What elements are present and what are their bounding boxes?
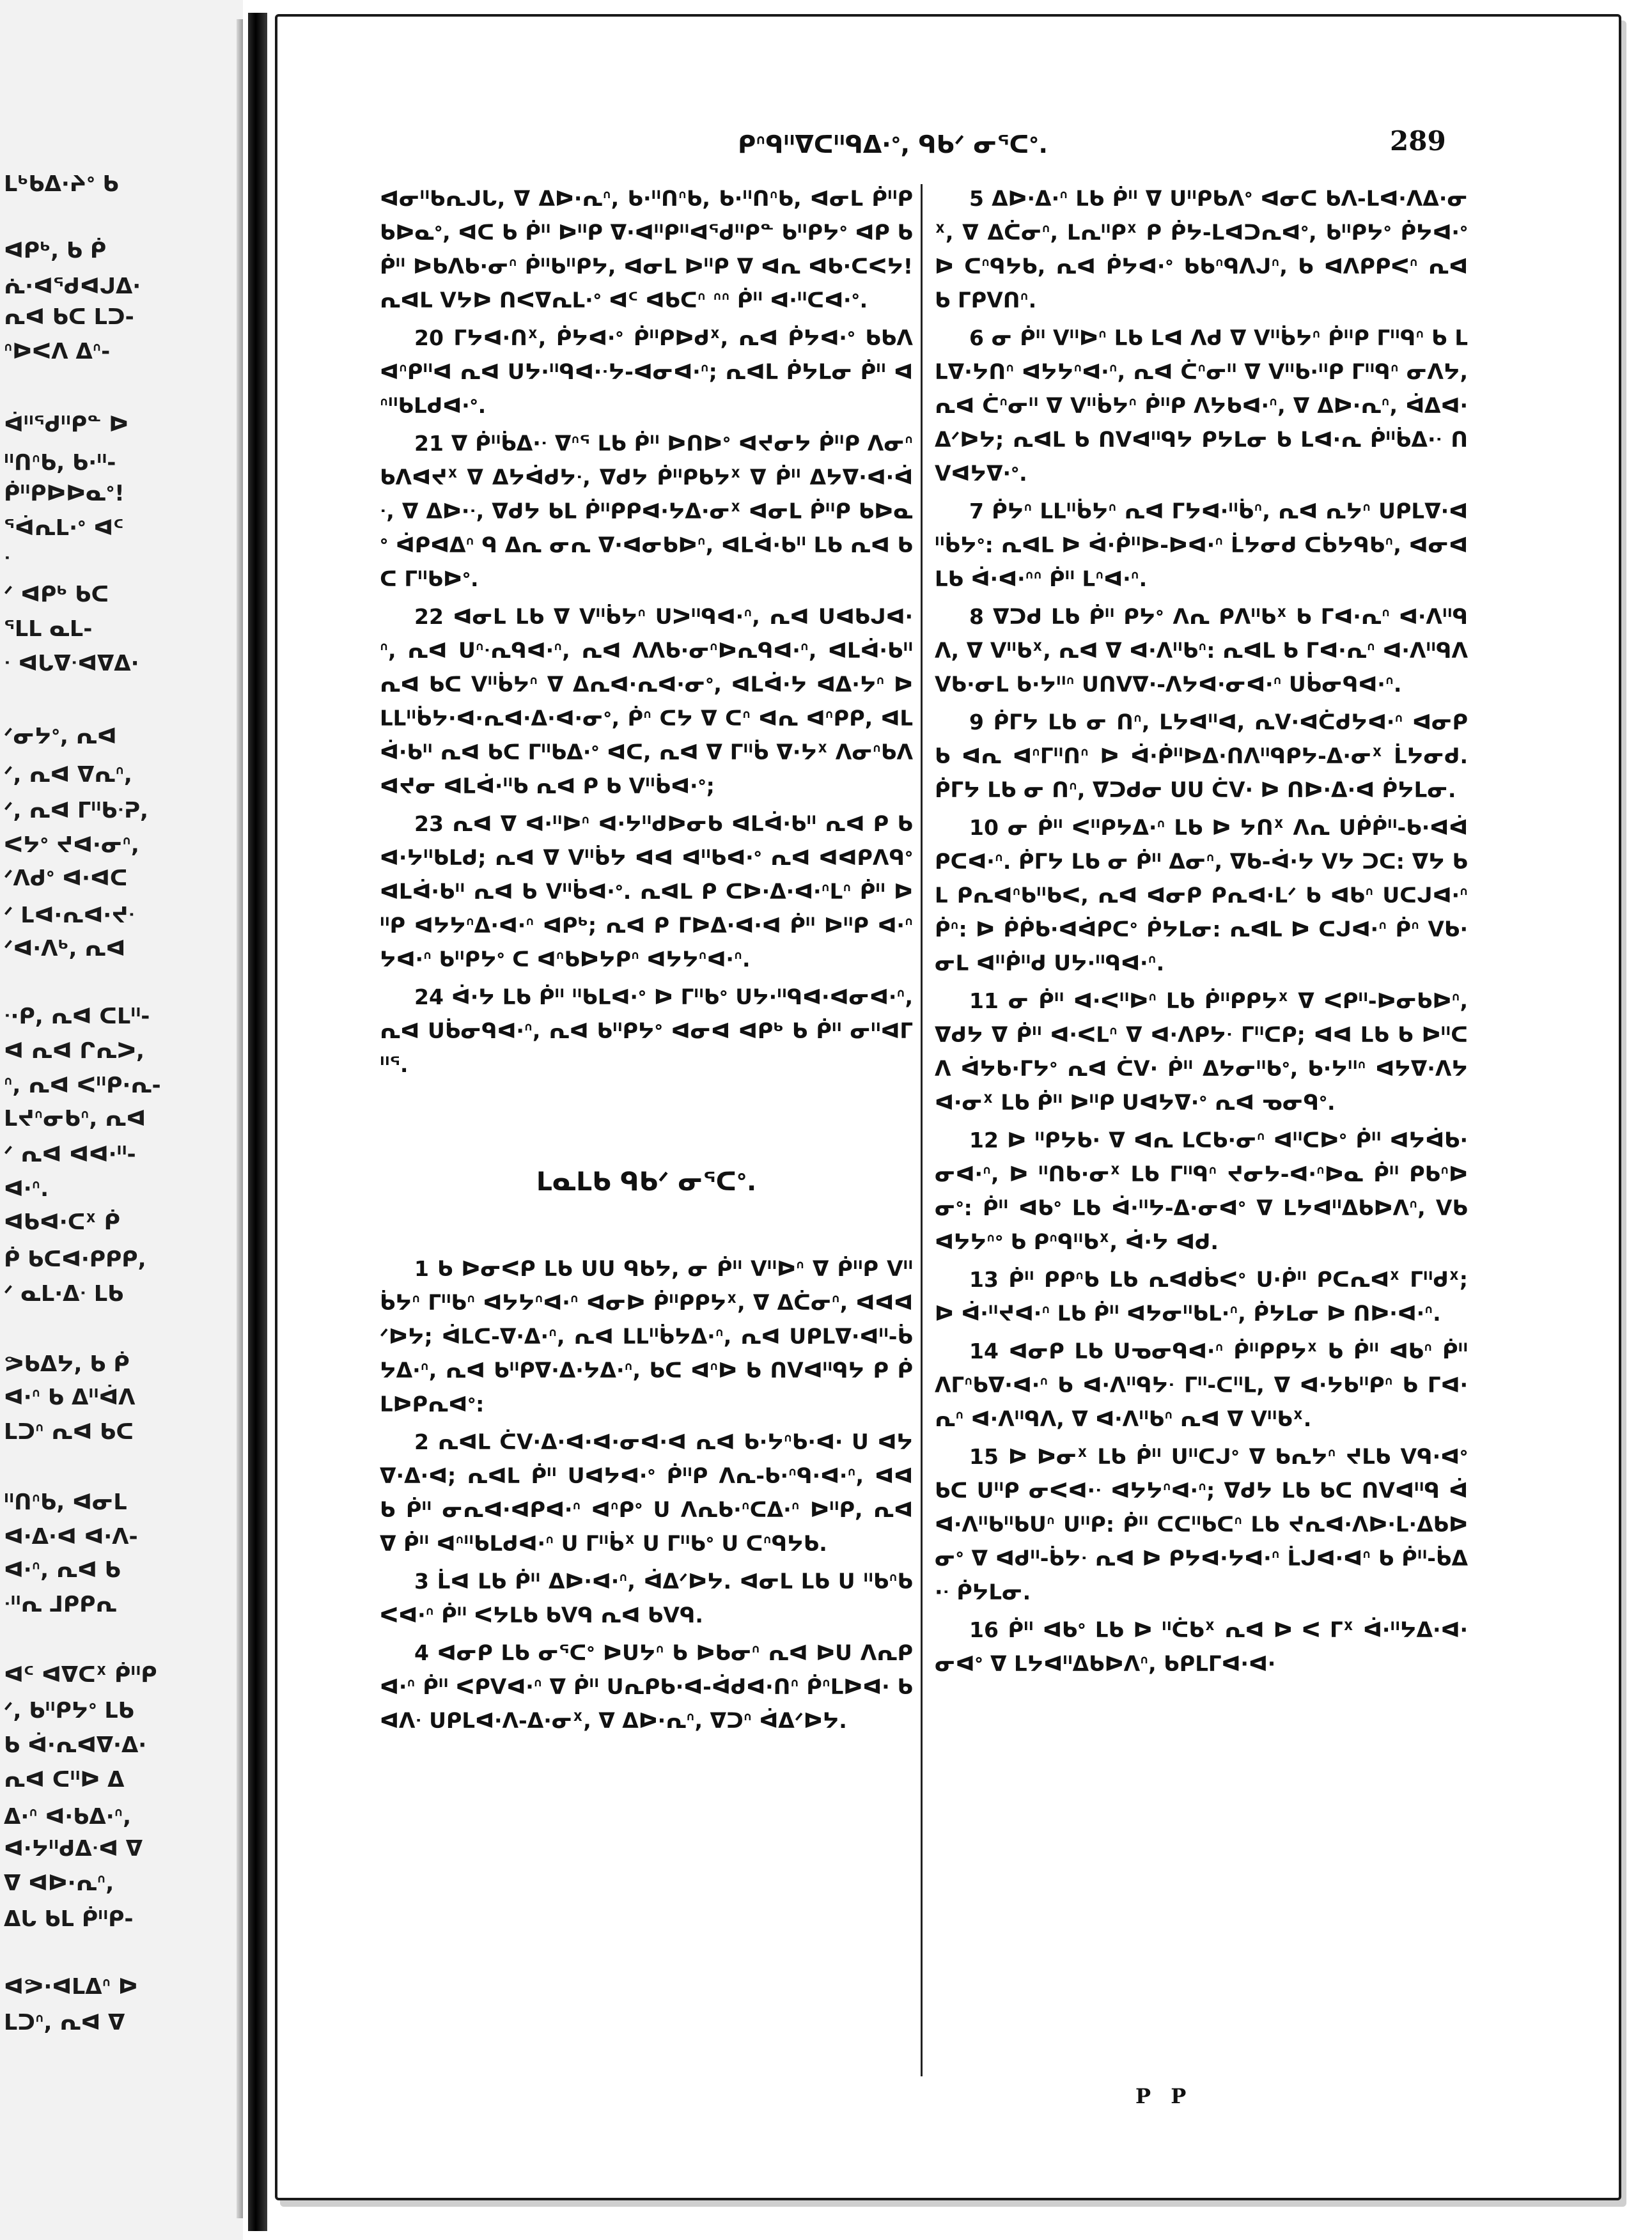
verse-number: 7 xyxy=(969,499,984,524)
verse-lead-word: ᐁᑐᑯ xyxy=(993,604,1042,629)
verse-number: 2 xyxy=(414,1429,429,1454)
previous-page-line: ᐊ·ᐢ. xyxy=(4,1176,49,1202)
signature-mark: P P xyxy=(1135,2084,1193,2108)
previous-page-line: ᐦᑎᐢᑲ, ᑲ·ᐦ- xyxy=(4,450,116,476)
previous-page-line: ᐁ ᐊᐅ·ᕆᐢ, xyxy=(4,1871,114,1896)
page-fold-shadow xyxy=(237,19,243,2218)
verse-paragraph xyxy=(380,426,913,596)
verse-text: ᐅᓂᐸᑭ ᒪᑲ ᑌᑌ ᑫᑲᔭ, ᓂ ᑮᐦ ᐯᐦᐅᐢ ᐁ ᑮᐦᑭ ᐯᐦᑳᔭᐢ ᒥᐦᑲᐢ ᐊᔭᔭᐢᐊ·ᐢ ᐊᓂᐅ ᑮᐦᑭᑭᔭᕽ, ᐁ ᐃᑖᓂᐢ, ᐊᐊᐊᐟᐅᔭ; ᐋᒪᑕ-ᐁ·ᐃ·ᐢ, ᕆᐊ ᒪᒪᐦᑳᔭᐃ·ᐢ, ᕆᐊ ᑌᑭᒪᐁ·ᐊᐦ-ᑳᔭᐃ·ᐢ, ᕆᐊ ᑲᐦᑭᐁ·ᐃ·ᔭᐃ·ᐢ, ᑲᑕ ᐊᐢᐅ ᑲ ᑎᐯᐊᐦᑫᔭ ᑭ ᑮᒪᐅᑭᕆᐊᐤ: xyxy=(380,1256,913,1417)
verse-number: 3 xyxy=(414,1569,429,1594)
verse-lead-word: ᑮᐦ xyxy=(1008,1267,1034,1292)
verse-lead-word: ᐅ xyxy=(1007,1128,1027,1153)
previous-page-line: ᕐᐋᕆᒪ·ᐤ ᐊᑦ xyxy=(4,515,124,541)
verse-number: 14 xyxy=(969,1339,999,1364)
previous-page-line: ᐃᒐ ᑲᒪ ᑮᐦᑭ- xyxy=(4,1906,134,1932)
previous-page-line: ᒪᒃᑲᐃ·ᔨᐤ ᑲ xyxy=(4,171,119,197)
verse-number: 10 xyxy=(969,815,999,840)
verse-text: ᐁ ᐊ·ᐦᐅᐢ ᐊ·ᔭᐦᑯᐅᓂᑲ ᐊᒪᐋ·ᑲᐦ ᕆᐊ ᑭ ᑲ ᐊ·ᔭᐦᑲᒪᑯ; ᕆᐊ ᐁ ᐯᐦᑳᔭ ᐊᐊ ᐊᐦᑲᐊ·ᐤ ᕆᐊ ᐊᐊᑭᐱᑫᐤ ᐊᒪᐋ·ᑲᐦ ᕆᐊ ᑲ ᐯᐦᑳᐊ·ᐤ. ᕆᐊᒪ ᑭ ᑕᐅ·ᐃ·ᐊ·ᐢᒪᐢ ᑮᐦ ᐅᐦᑭ ᐊᔭᔭᐢᐃ·ᐊ·ᐢ ᐊᑭᒃ; ᕆᐊ ᑭ ᒥᐅᐃ·ᐊ·ᐊ ᑮᐦ ᐅᐦᑭ ᐊ·ᐢᔭᐊ·ᐢ ᑲᐦᑭᔭᐤ ᑕ ᐊᐢᑲᐅᔭᑭᐢ ᐊᔭᔭᐢᐊ·ᐢ. xyxy=(380,811,913,972)
previous-page-line: ᑲ ᐋ·ᕆᐊᐁ·ᐃ· xyxy=(4,1732,147,1758)
verse-text: ᑭᑭᐢᑲ ᒪᑲ ᕆᐊᑯᑳᐸᐤ ᑌ·ᑮᐦ ᑭᑕᕆᐊᕽ ᒥᐦᑯᕽ; ᐅ ᐋ·ᐦᔪᐊ·ᐢ ᒪᑲ ᑮᐦ ᐊᔭᓂᐦᑲᒪ·ᐢ, ᑮᔭᒪᓂ ᐅ ᑎᐅ·ᐊ·ᐢ. xyxy=(935,1267,1468,1326)
verse-paragraph xyxy=(380,1564,913,1632)
page-number: 289 xyxy=(1390,125,1446,157)
previous-page-line: ᐊ·ᐢ, ᕆᐊ ᑲ xyxy=(4,1557,121,1583)
previous-page-line: ᐃ·ᐢ ᐊ·ᑲᐃ·ᐢ, xyxy=(4,1804,131,1830)
verse-number: 15 xyxy=(969,1444,999,1469)
verse-lead-word: ᕆᐊ xyxy=(452,811,492,836)
previous-page-line: ᕐᒪᒪ ᓇᒪ- xyxy=(4,616,93,642)
verse-paragraph xyxy=(380,807,913,976)
verse-number: 16 xyxy=(969,1617,999,1642)
verse-paragraph xyxy=(935,1613,1468,1681)
previous-page-fragment xyxy=(0,0,243,2240)
verse-lead-word: ᓂ xyxy=(1008,988,1029,1013)
verse-number: 24 xyxy=(414,984,444,1009)
previous-page-line: ᐊ·ᐢ ᑲ ᐃᐦᐋᐱ xyxy=(4,1385,136,1410)
verse-number: 23 xyxy=(414,811,444,836)
previous-page-line: ᐧ xyxy=(4,546,11,572)
verse-text: ᑮᐦ ᐯᐦᐅᐢ ᒪᑲ ᒪᐊ ᐱᑯ ᐁ ᐯᐦᑳᔭᐢ ᑮᐦᑭ ᒥᐦᑫᐢ ᑲ ᒪᒪᐁ·ᔭᑎᐢ ᐊᔭᔭᐢᐊ·ᐢ, ᕆᐊ ᑖᐢᓂᐦ ᐁ ᐯᐦᑲ·ᐦᑭ ᒥᐦᑫᐢ ᓂᐱᔭ, ᕆᐊ ᑖᐢᓂᐦ ᐁ ᐯᐦᑳᔭᐢ ᑮᐦᑭ ᐱᔭᑲᐊ·ᐢ, ᐁ ᐃᐅ·ᕆᐢ, ᐋᐃᐊ·ᐃᐟᐅᔭ; ᕆᐊᒪ ᑲ ᑎᐯᐊᐦᑫᔭ ᑭᔭᒪᓂ ᑲ ᒪᐊ·ᕆ ᑮᐦᑳᐃ·ᐧ ᑎᐯᐊᔭᐁ·ᐤ. xyxy=(935,325,1468,486)
verse-lead-word: ᒫᐊ xyxy=(437,1569,470,1594)
column-divider-rule xyxy=(921,184,923,2076)
verse-number: 5 xyxy=(969,186,984,211)
previous-page-line: ᐧ ᐊᒐᐁᐧᐊᐁᐃ· xyxy=(4,651,139,676)
verse-paragraph xyxy=(380,600,913,803)
verse-number: 9 xyxy=(969,710,984,735)
verse-paragraph xyxy=(380,980,913,1082)
previous-page-line: ᐟ ᕆᐊ ᐊᐊ·ᐦ- xyxy=(4,1142,136,1167)
verse-text: ᑮᐦ ᐸᐦᑭᔭᐃ·ᐢ ᒪᑲ ᐅ ᔭᑎᕽ ᐱᕆ ᑌᑮᑮᐦ-ᑲ·ᐊᐋᑭᑕᐊ·ᐢ. ᑮᒥᔭ ᒪᑲ ᓂ ᑮᐦ ᐃᓂᐢ, ᐁᑲ-ᐋ·ᔭ ᐯᔭ ᑐᑕ: ᐁᔭ ᑲᒪ ᑭᕆᐊᐢᑲᐦᑲᐸ, ᕆᐊ ᐊᓂᑭ ᑭᕆᐊ·ᒪᐟ ᑲ ᐊᑲᐢ ᑌᑕᒍᐊ·ᐢ ᑮᐢ: ᐅ ᑮᑮᑲ·ᐊᐋᑭᑕᐤ ᑮᔭᒪᓂ: ᕆᐊᒪ ᐅ ᑕᒍᐊ·ᐢ ᑮᐢ ᐯᑲ·ᓂᒪ ᐊᐦᑮᐦᑯ ᑌᔭ·ᐦᑫᐊ·ᐢ. xyxy=(935,815,1468,976)
previous-page-line: ᕆᐊ ᑲᑕ ᒪᑐ- xyxy=(4,304,134,330)
verse-number: 11 xyxy=(969,988,999,1013)
previous-page-line: ᐋᐦᕐᑯᐦᑭᓐ ᐅ xyxy=(4,412,129,437)
verse-text: ᐅᓂᕽ ᒪᑲ ᑮᐦ ᑌᐦᑕᒍᐤ ᐁ ᑲᕆᔭᐢ ᔪᒪᑲ ᐯᑫ·ᐊᐤ ᑲᑕ ᑌᐦᑭ ᓂᐸᐊ·ᐧ ᐊᔭᔭᐢᐊ·ᐢ; ᐁᑯᔭ ᒪᑲ ᑲᑕ ᑎᐯᐊᐦᑫ ᐋᐊ·ᐱᐦᑲᐦᑲᑌᐢ ᑌᐦᑭ: ᑮᐦ ᑕᑕᐦᑲᑕᐢ ᒪᑲ ᔪᕆᐊ·ᐱᐅ·ᒪ·ᐃᑲᐅᓂᐤ ᐁ ᐊᑯᐦ-ᑳᔭᐧ ᕆᐊ ᐅ ᑭᔭᐊ·ᔭᐊ·ᐢ ᒫᒍᐊ·ᐊᐢ ᑲ ᑮᐦ-ᑳᐃ·ᐧ ᑮᔭᒪᓂ. xyxy=(935,1444,1468,1605)
verse-lead-word: ᑲ xyxy=(437,1256,453,1281)
verse-lead-word: ᐊᓂᒪ xyxy=(453,604,506,629)
previous-page-line: ᐟ ᐊᑭᒃ ᑲᑕ xyxy=(4,582,109,607)
verse-number: 20 xyxy=(414,325,444,350)
verse-text: ᒪᑲ ᓂ ᑎᐢ, ᒪᔭᐊᐦᐊ, ᕆᐯ·ᐊᑖᑯᔭᐊ·ᐢ ᐊᓂᑭ ᑲ ᐊᕆ ᐊᐢᒥᐦᑎᐢ ᐅ ᐋ·ᑮᐦᐅᐃ·ᑎᐱᐦᑫᑭᔭ-ᐃ·ᓂᕽ ᒫᔭᓂᑯ. ᑮᒥᔭ ᒪᑲ ᓂ ᑎᐢ, ᐁᑐᑯᓂ ᑌᑌ ᑖᐯ· ᐅ ᑎᐅ·ᐃ·ᐊ ᑮᔭᒪᓂ. xyxy=(935,710,1468,802)
verse-paragraph xyxy=(935,600,1468,701)
previous-page-line: ᐧ·ᑭ, ᕆᐊ ᑕᒪᐦ- xyxy=(4,1004,150,1029)
verse-text: ᒪᑲ ᓂᕐᑕᐤ ᐅᑌᔭᐢ ᑲ ᐅᑲᓂᐢ ᕆᐊ ᐅᑌ ᐱᕆᑭᐊ·ᐢ ᑮᐦ ᐸᑭᐯᐊ·ᐢ ᐁ ᑮᐦ ᑌᕆᑭᑲ·ᐊ-ᐋᑯᐊ·ᑎᐢ ᑮᐢᒪᐅᐊ· ᑲ ᐊᐱᐧ ᑌᑭᒪᐊ·ᐱ-ᐃ·ᓂᕽ, ᐁ ᐃᐅ·ᕆᐢ, ᐁᑐᐢ ᐋᐃᐟᐅᔭ. xyxy=(380,1640,913,1733)
verse-lead-word: ᐊᓂᑭ xyxy=(1008,1339,1064,1364)
verse-number: 22 xyxy=(414,604,444,629)
verse-paragraph xyxy=(935,494,1468,596)
verse-paragraph xyxy=(380,1636,913,1738)
verse-paragraph xyxy=(935,984,1468,1119)
previous-page-line: ᐊ·ᐃ·ᐊ ᐊ·ᐱ- xyxy=(4,1524,138,1550)
verse-number: 21 xyxy=(414,431,444,456)
verse-paragraph xyxy=(935,182,1468,317)
verse-lead-word: ᓂ xyxy=(1007,815,1029,840)
verse-lead-word: ᑮᒥᔭ xyxy=(993,710,1039,735)
previous-page-line: ᐢ, ᕆᐊ ᐸᐦᑭ·ᕆ- xyxy=(4,1073,161,1098)
previous-page-line: ᒪᑐᐢ ᕆᐊ ᑲᑕ xyxy=(4,1419,134,1445)
verse-lead-word: ᐃᐅ·ᐃ·ᐢ xyxy=(992,186,1068,211)
book-spine xyxy=(248,13,267,2231)
previous-page-line: ᒪᑐᐢ, ᕆᐊ ᐁ xyxy=(4,2010,125,2035)
verse-paragraph xyxy=(935,1334,1468,1436)
previous-page-line: ᐟᐱᑯᐤ ᐊ·ᐊᑕ xyxy=(4,866,128,891)
verse-text: ᑮᐦᑳᐃ·ᐧ ᐁᐢᕐ ᒪᑲ ᑮᐦ ᐅᑎᐅᐤ ᐊᔪᓂᔭ ᑮᐦᑭ ᐱᓂᐢᑲᐱᐊᔪᕽ ᐁ ᐃᔭᐋᑯᔭᐧ, ᐁᑯᔭ ᑮᐦᑭᑲᔭᕽ ᐁ ᑮᐦ ᐃᔭᐁ·ᐊ·ᐋᐧ, ᐁ ᐃᐅ·ᐧ, ᐁᑯᔭ ᑲᒪ ᑮᐦᑭᑭᐊ·ᔭᐃ·ᓂᕽ ᐊᓂᒪ ᑮᐦᑭ ᑲᐅᓇᐤ ᐋᑭᐊᐃᐢ ᑫ ᐃᕆ ᓂᕆ ᐁ·ᐊᓂᑲᐅᐢ, ᐊᒪᐋ·ᑲᐦ ᒪᑲ ᕆᐊ ᑲᑕ ᒥᐦᑲᐅᐤ. xyxy=(380,431,913,591)
verse-text: ᒪᑲ ᑮᐦ ᐃᐅ·ᐊ·ᐢ, ᐋᐃᐟᐅᔭ. ᐊᓂᒪ ᒪᑲ ᑌ ᐦᑲᐢᑲᐸᐊ·ᐢ ᑮᐦ ᐸᔭᒪᑲ ᑲᐯᑫ ᕆᐊ ᑲᐯᑫ. xyxy=(380,1569,913,1628)
verse-paragraph xyxy=(935,811,1468,980)
verse-paragraph xyxy=(935,321,1468,490)
verse-text: ᑮᔭᐊ·ᐤ ᑮᐦᑭᐅᑯᕽ, ᕆᐊ ᑮᔭᐊ·ᐤ ᑲᑲᐱ ᐊᐢᑭᐦᐊ ᕆᐊ ᑌᔭ·ᐦᑫᐊ·ᐧᔭ-ᐊᓂᐊ·ᐢ; ᕆᐊᒪ ᑮᔭᒪᓂ ᑮᐦ ᐊᐢᐦᑲᒪᑯᐊ·ᐤ. xyxy=(380,325,913,418)
verse-lead-word: ᒥᔭᐊ·ᑎᕽ, xyxy=(453,325,547,350)
verse-lead-word: ᐋ·ᔭ xyxy=(451,984,495,1009)
verse-lead-word: ᑮᔭᐢ xyxy=(992,499,1032,524)
continued-paragraph: ᐊᓂᐦᑲᕆᒍᒐ, ᐁ ᐃᐅ·ᕆᐢ, ᑲ·ᐦᑎᐢᑲ, ᑲ·ᐦᑎᐢᑲ, ᐊᓂᒪ ᑮᐦᑭ ᑲᐅᓇᐤ, ᐊᑕ ᑲ ᑮᐦ ᐅᐦᑭ ᐁ·ᐊᐦᑭᐦᐊᕐᑯᐦᑭᓐ ᑲᐦᑭᔭᐤ ᐊᑭ ᑲ ᑮᐦ ᐅᑲᐱᑲ·ᓂᐢ ᑮᐦᑲᐦᑭᔭ, ᐊᓂᒪ ᐅᐦᑭ ᐁ ᐊᕆ ᐊᑲ·ᑕᐸᔭ! ᕆᐊᒪ ᐯᔭᐅ ᑎᐸᐁᕆᒪ·ᐤ ᐊᑦ ᐊᑲᑕᐢ ᐢᐢ ᑮᐦ ᐊ·ᐦᑕᐊ·ᐤ. xyxy=(380,186,913,313)
previous-page-line: ᐟ, ᑲᐦᑭᔭᐤ ᒪᑲ xyxy=(4,1698,134,1723)
verse-paragraph xyxy=(380,1425,913,1560)
verse-paragraph xyxy=(935,1440,1468,1609)
verse-text: ᐊᑲᐤ ᒪᑲ ᐅ ᐦᑖᑲᕽ ᕆᐊ ᐅ ᐸ ᒥᕽ ᐋ·ᐦᔭᐃ·ᐊ·ᓂᐊᐤ ᐁ ᒪᔭᐊᐦᐃᑲᐅᐱᐢ, ᑲᑭᒪᒥᐊ·ᐊ· xyxy=(935,1617,1468,1676)
previous-page-line: ᑮᐦᑭᐅᐅᓇᐤ! xyxy=(4,481,125,506)
previous-page-line: ᕆᐊ ᑕᐦᐅ ᐃ xyxy=(4,1767,125,1793)
verse-lead-word: ᓂ xyxy=(991,325,1013,350)
verse-text: ᒪᑲ ᑮᐦ ᐦᑲᒪᐊ·ᐤ ᐅ ᒥᐦᑲᐤ ᑌᔭ·ᐦᑫᐊ·ᐊᓂᐊ·ᐢ, ᕆᐊ ᑌᑳᓂᑫᐊ·ᐢ, ᕆᐊ ᑲᐦᑭᔭᐤ ᐊᓂᐊ ᐊᑭᒃ ᑲ ᑮᐦ ᓂᐦᐊᒥᐦᕐ. xyxy=(380,984,913,1077)
previous-page-line: ᐊᑭᒃ, ᑲ ᑮ xyxy=(4,238,107,263)
previous-page-line: ᐧᐦᕆ ᒧᑭᑭᕆ xyxy=(4,1592,117,1617)
verse-text: ᑮᐦ ᐊ·ᐸᐦᐅᐢ ᒪᑲ ᑮᐦᑭᑭᔭᕽ ᐁ ᐸᑭᐦ-ᐅᓂᑲᐅᐢ, ᐁᑯᔭ ᐁ ᑮᐦ ᐊ·ᐸᒪᐢ ᐁ ᐊ·ᐱᑭᔭᐧ ᒥᐦᑕᑭ; ᐊᐊ ᒪᑲ ᑲ ᐅᐦᑕᐱ ᐋᔭᑲ·ᒥᔭᐤ ᕆᐊ ᑖᐯ· ᑮᐦ ᐃᔭᓂᐦᑲᐤ, ᑲ·ᔭᐦᐢ ᐊᔭᐁ·ᐱᔭᐊ·ᓂᕽ ᒪᑲ ᑮᐦ ᐅᐦᑭ ᑌᐊᔭᐁ·ᐤ ᕆᐊ ᓀᓂᑫᐤ. xyxy=(935,988,1468,1115)
previous-page-line: ᐊ·ᔭᐦᑯᐃᐧᐊ ᐁ xyxy=(4,1836,143,1862)
previous-page-line: ᐊᕗ·ᐊᒪᐃᐢ ᐅ xyxy=(4,1974,138,2000)
verse-lead-word: ᐁ xyxy=(451,431,468,456)
verse-text: ᐦᑭᔭᑲ· ᐁ ᐊᕆ ᒪᑕᑲ·ᓂᐢ ᐊᐦᑕᐅᐤ ᑮᐦ ᐊᔭᐋᑲ·ᓂᐊ·ᐢ, ᐅ ᐦᑎᑲ·ᓂᕽ ᒪᑲ ᒥᐦᑫᐢ ᔪᓂᔭ-ᐊ·ᐢᐅᓇ ᑮᐦ ᑭᑲᐢᐅᓂᐤ: ᑮᐦ ᐊᑲᐤ ᒪᑲ ᐋ·ᐦᔭ-ᐃ·ᓂᐊᐤ ᐁ ᒪᔭᐊᐦᐃᑲᐅᐱᐢ, ᐯᑲ ᐊᔭᔭᐢᐤ ᑲ ᑭᐢᑫᐦᑲᕽ, ᐋ·ᔭ ᐊᑯ. xyxy=(935,1128,1468,1254)
verse-paragraph xyxy=(935,1123,1468,1259)
previous-page-line: ᐸᔭᐤ ᔪᐊ·ᓂᐢ, xyxy=(4,832,139,858)
verse-paragraph xyxy=(380,1252,913,1421)
right-text-column xyxy=(935,182,1468,2074)
previous-page-line: ᑮ ᑲᑕᐊ·ᑭᑭᑭ, xyxy=(4,1247,146,1272)
previous-page-line: ᐦᑎᐢᑲ, ᐊᓂᒪ xyxy=(4,1489,127,1515)
verse-lead-word: ᐊᓂᑭ xyxy=(437,1640,493,1665)
previous-page-line: ᕇ·ᐊᕐᑯᐊᒍᐃ· xyxy=(4,274,141,299)
verse-lead-word: ᑮᐦ xyxy=(1008,1617,1034,1642)
verse-paragraph xyxy=(935,705,1468,807)
left-text-column xyxy=(380,182,913,2074)
section-heading: ᒪᓇᒪᑲ ᑫᑲᐟ ᓂᕐᑕᐤ. xyxy=(536,1167,757,1197)
running-header: ᑭᐢᑫᐦᐁᑕᐦᑫᐃ·ᐤ, ᑫᑲᐟ ᓂᕐᑕᐤ. xyxy=(738,130,1048,159)
previous-page-line: ᐟ, ᕆᐊ ᒥᐦᑲᐧᕈ, xyxy=(4,798,148,823)
previous-page-line: ᕗᑲᐃᔭ, ᑲ ᑮ xyxy=(4,1351,130,1377)
verse-lead-word: ᐅ xyxy=(1008,1444,1027,1469)
verse-text: ᑖᐯ·ᐃ·ᐊ·ᐊ·ᓂᐊ·ᐊ ᕆᐊ ᑲ·ᔭᐢᑲ·ᐊ· ᑌ ᐊᔭᐁ·ᐃ·ᐊ; ᕆᐊᒪ ᑮᐦ ᑌᐊᔭᐊ·ᐤ ᑮᐦᑭ ᐱᕆ-ᑲ·ᐢᑫ·ᐊ·ᐢ, ᐊᐊ ᑲ ᑮᐦ ᓂᕆᐊ·ᐊᑭᐊ·ᐢ ᐊᐢᑭᐤ ᑌ ᐱᕆᑲ·ᐢᑕᐃ·ᐢ ᐅᐦᑭ, ᕆᐊ ᐁ ᑮᐦ ᐊᐢᐦᑲᒪᑯᐊ·ᐢ ᑌ ᒥᐦᑳᕽ ᑌ ᒥᐦᑲᐤ ᑌ ᑕᐢᑫᔭᑲ. xyxy=(380,1429,913,1556)
verse-text: ᒪᑲ ᑮᐦ ᑭᔭᐤ ᐱᕆ ᑭᐱᐦᑲᕽ ᑲ ᒥᐊ·ᕆᐢ ᐊ·ᐱᐦᑫᐱ, ᐁ ᐯᐦᑲᕽ, ᕆᐊ ᐁ ᐊ·ᐱᐦᑲᐢ: ᕆᐊᒪ ᑲ ᒥᐊ·ᕆᐢ ᐊ·ᐱᐦᑫᐱ ᐯᑲ·ᓂᒪ ᑲ·ᔭᐦᐢ ᑌᑎᐯᐁ·-ᐱᔭᐊ·ᓂᐊ·ᐢ ᑌᑳᓂᑫᐊ·ᐢ. xyxy=(935,604,1468,697)
previous-page-line: ᐊᑦ ᐊᐁᑕᕽ ᑮᐦᑭ xyxy=(4,1662,157,1688)
verse-number: 4 xyxy=(414,1640,429,1665)
verse-number: 8 xyxy=(969,604,984,629)
verse-paragraph xyxy=(935,1263,1468,1330)
previous-page-line: ᐢᐅᐸᐱ ᐃᐢ- xyxy=(4,339,111,364)
verse-number: 6 xyxy=(969,325,984,350)
previous-page-line: ᐊᑲᐊ·ᑕᕽ ᑮ xyxy=(4,1209,120,1235)
previous-page-line: ᐟ ᒪᐊ·ᕆᐊ·ᔪᐧ xyxy=(4,903,136,928)
verse-number: 1 xyxy=(414,1256,429,1281)
previous-page-line: ᐟ, ᕆᐊ ᐁᕆᐢ, xyxy=(4,762,132,788)
previous-page-line: ᐟᐊ·ᐱᒃ, ᕆᐊ xyxy=(4,936,126,961)
verse-text: ᒪᒪᐦᑳᔭᐢ ᕆᐊ ᒥᔭᐊ·ᐦᑳᐢ, ᕆᐊ ᕆᔭᐢ ᑌᑭᒪᐁ·ᐊᐦᑳᔭᐤ: ᕆᐊᒪ ᐅ ᐋ·ᑮᐦᐅ-ᐅᐊ·ᐢ ᒫᔭᓂᑯ ᑕᑳᔭᑫᑲᐢ, ᐊᓂᐊ ᒪᑲ ᐋ·ᐊ·ᐢᐢ ᑮᐦ ᒪᐢᐊ·ᐢ. xyxy=(935,499,1468,591)
previous-page-line: ᐊ ᕆᐊ ᒋᕆᐳ, xyxy=(4,1038,144,1064)
previous-page-line: ᒪᔪᐢᓂᑲᐢ, ᕆᐊ xyxy=(4,1106,146,1132)
verse-text: ᒪᑲ ᑮᐦ ᐁ ᑌᐦᑭᑲᐱᐤ ᐊᓂᑕ ᑲᐱ-ᒪᐊ·ᐱᐃ·ᓂᕽ, ᐁ ᐃᑖᓂᐢ, ᒪᕆᐦᑭᕽ ᑭ ᑮᔭ-ᒪᐊᑐᕆᐊᐤ, ᑲᐦᑭᔭᐤ ᑮᔭᐊ·ᐤ ᐅ ᑕᐢᑫᔭᑲ, ᕆᐊ ᑮᔭᐊ·ᐤ ᑲᑲᐢᑫᐱᒍᐢ, ᑲ ᐊᐱᑭᑭᐸᐢ ᕆᐊ ᑲ ᒥᑭᐯᑎᐢ. xyxy=(935,186,1468,313)
book-page xyxy=(275,14,1621,2200)
verse-text: ᒪᑲ ᑌᓀᓂᑫᐊ·ᐢ ᑮᐦᑭᑭᔭᕽ ᑲ ᑮᐦ ᐊᑲᐢ ᑮᐦ ᐱᒥᐢᑲᐁ·ᐊ·ᐢ ᑲ ᐊ·ᐱᐦᑫᔭᐧ ᒥᐦ-ᑕᐦᒪ, ᐁ ᐊ·ᔭᑲᐦᑭᐢ ᑲ ᒥᐊ·ᕆᐢ ᐊ·ᐱᐦᑫᐱ, ᐁ ᐊ·ᐱᐦᑲᐢ ᕆᐊ ᐁ ᐯᐦᑲᕽ. xyxy=(935,1339,1468,1431)
previous-page-line: ᐟᓂᔭᐤ, ᕆᐊ xyxy=(4,724,117,749)
previous-page-line: ᐟ ᓇᒪ·ᐃᐧ ᒪᑲ xyxy=(4,1281,124,1307)
verse-text: ᒪᑲ ᐁ ᐯᐦᑳᔭᐢ ᑌᐳᐦᑫᐊ·ᐢ, ᕆᐊ ᑌᐊᑲᒍᐊ·ᐢ, ᕆᐊ ᑌᐢᐧᕆᑫᐊ·ᐢ, ᕆᐊ ᐱᐱᑲ·ᓂᐢᐅᕆᑫᐊ·ᐢ, ᐊᒪᐋ·ᑲᐦ ᕆᐊ ᑲᑕ ᐯᐦᑳᔭᐢ ᐁ ᐃᕆᐊ·ᕆᐊ·ᓂᐤ, ᐊᒪᐋ·ᔭ ᐊᐃ·ᔭᐢ ᐅ ᒪᒪᐦᑳᔭ·ᐊ·ᕆᐊ·ᐃ·ᐊ·ᓂᐤ, ᑮᐢ ᑕᔭ ᐁ ᑕᐢ ᐊᕆ ᐊᐢᑭᑭ, ᐊᒪᐋ·ᑲᐦ ᕆᐊ ᑲᑕ ᒥᐦᑲᐃ·ᐤ ᐊᑕ, ᕆᐊ ᐁ ᒥᐦᑳ ᐁ·ᔭᕽ ᐱᓂᐢᑲᐱᐊᔪᓂ ᐊᒪᐋ·ᐦᑲ ᕆᐊ ᑭ ᑲ ᐯᐦᑳᐊ·ᐤ; xyxy=(380,604,913,798)
verse-number: 13 xyxy=(969,1267,999,1292)
verse-paragraph xyxy=(380,321,913,423)
verse-lead-word: ᕆᐊᒪ xyxy=(437,1429,491,1454)
verse-number: 12 xyxy=(969,1128,999,1153)
